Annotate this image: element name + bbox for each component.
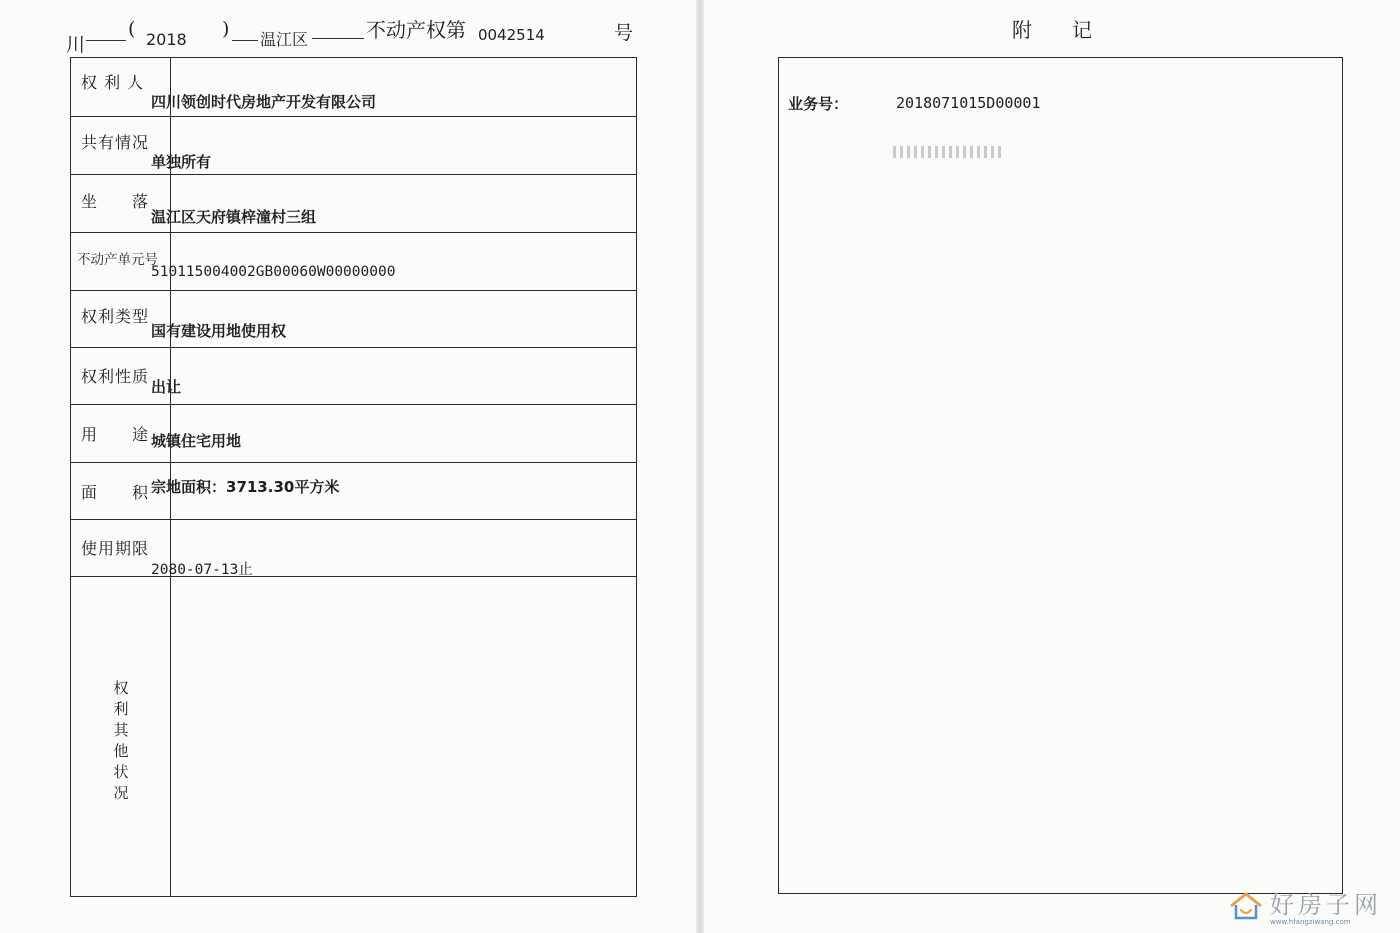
- value-unit-number: 510115004002GB00060W00000000: [151, 264, 396, 280]
- label-other-conditions: 权利其他状况: [113, 679, 129, 802]
- faded-mark: [893, 146, 1005, 158]
- label-rights-nature: 权利性质: [81, 367, 150, 386]
- annotations-box: [778, 57, 1343, 894]
- table-row-divider: [71, 174, 636, 175]
- header-province: 川: [66, 34, 86, 56]
- label-co-ownership: 共有情况: [81, 133, 150, 152]
- value-area: 宗地面积：3713.30平方米: [151, 478, 340, 496]
- header-cert-title: 不动产权第: [366, 18, 466, 42]
- header-rule: [86, 40, 126, 41]
- header-paren-open: (: [128, 18, 136, 40]
- value-rights-nature: 出让: [151, 378, 182, 396]
- table-row-divider: [71, 519, 636, 520]
- header-paren-close: ): [222, 18, 230, 40]
- page-fold: [696, 0, 704, 933]
- header-rule: [312, 38, 364, 39]
- watermark-url: www.hfangziwang.com: [1270, 918, 1351, 926]
- property-info-table: [70, 57, 637, 897]
- table-row-divider: [71, 347, 636, 348]
- value-term: 2080-07-13止: [151, 562, 253, 578]
- business-number-label: 业务号：: [788, 95, 849, 113]
- header-year: 2018: [146, 30, 187, 49]
- table-row-divider: [71, 462, 636, 463]
- value-usage: 城镇住宅用地: [151, 432, 242, 450]
- value-location: 温江区天府镇梓潼村三组: [151, 208, 317, 226]
- header-district: 温江区: [260, 30, 309, 49]
- table-row-divider: [71, 116, 636, 117]
- label-usage: 用 途: [81, 425, 150, 444]
- header-cert-number: 0042514: [478, 26, 545, 44]
- value-co-ownership: 单独所有: [151, 153, 212, 171]
- house-logo-icon: [1228, 891, 1264, 921]
- site-watermark: [1228, 885, 1382, 926]
- header-suffix: 号: [614, 22, 634, 44]
- watermark-name: 好房子网: [1270, 891, 1382, 919]
- value-rights-holder: 四川领创时代房地产开发有限公司: [151, 93, 377, 111]
- label-term: 使用期限: [81, 539, 150, 558]
- header-rule: [232, 40, 258, 41]
- table-row-divider: [71, 290, 636, 291]
- label-rights-holder: 权 利 人: [81, 73, 145, 92]
- table-row-divider: [71, 404, 636, 405]
- page-title-annotations: 附 记: [1012, 18, 1092, 42]
- label-unit-number: 不动产单元号: [77, 252, 158, 268]
- label-rights-type: 权利类型: [81, 307, 150, 326]
- table-row-divider: [71, 576, 636, 577]
- business-number-value: 2018071015D00001: [896, 94, 1041, 112]
- table-row-divider: [71, 232, 636, 233]
- label-location: 坐 落: [81, 192, 150, 211]
- label-area: 面 积: [81, 483, 150, 502]
- value-rights-type: 国有建设用地使用权: [151, 322, 287, 340]
